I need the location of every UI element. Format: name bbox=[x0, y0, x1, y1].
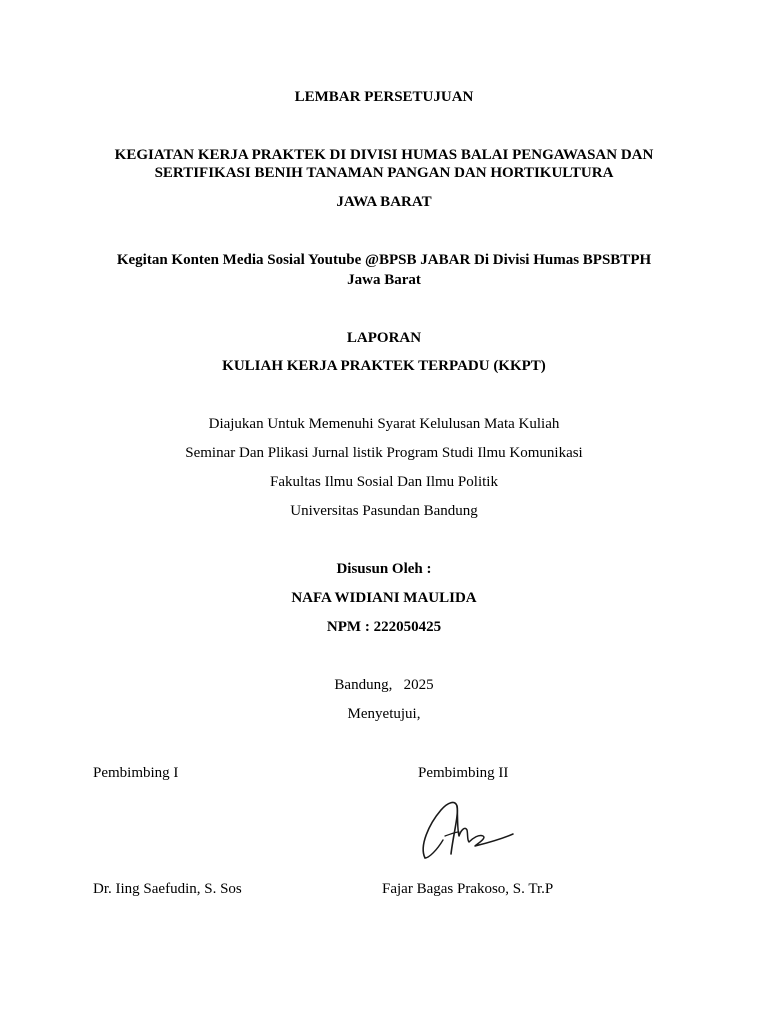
topic-line-2: Jawa Barat bbox=[347, 272, 421, 288]
activity-title-line-3: JAWA BARAT bbox=[336, 194, 432, 210]
purpose-line-1: Diajukan Untuk Memenuhi Syarat Kelulusan Mata Kuliah bbox=[208, 416, 560, 432]
purpose-line-4: Universitas Pasundan Bandung bbox=[290, 503, 478, 519]
first-supervisor-name: Dr. Iing Saefudin, S. Sos bbox=[93, 881, 242, 897]
activity-title-line-2: SERTIFIKASI BENIH TANAMAN PANGAN DAN HORTIKULTURA bbox=[154, 165, 614, 181]
author-npm: NPM : 222050425 bbox=[326, 619, 442, 635]
purpose-line-3: Fakultas Ilmu Sosial Dan Ilmu Politik bbox=[270, 474, 498, 490]
topic-line-1: Kegitan Konten Media Sosial Youtube @BPSB JABAR Di Divisi Humas BPSBTPH bbox=[116, 252, 652, 268]
signature bbox=[415, 796, 519, 866]
purpose-line-2: Seminar Dan Plikasi Jurnal listik Program Studi Ilmu Komunikasi bbox=[185, 445, 583, 461]
report-label: LAPORAN bbox=[346, 330, 422, 346]
second-supervisor-name: Fajar Bagas Prakoso, S. Tr.P bbox=[382, 881, 554, 897]
activity-title-line-1: KEGIATAN KERJA PRAKTEK DI DIVISI HUMAS BALAI PENGAWASAN DAN bbox=[114, 147, 654, 163]
approved-label: Menyetujui, bbox=[347, 706, 421, 722]
approval-title: LEMBAR PERSETUJUAN bbox=[294, 89, 474, 105]
second-supervisor-label: Pembimbing II bbox=[418, 765, 509, 781]
author-label: Disusun Oleh : bbox=[336, 561, 432, 577]
report-program: KULIAH KERJA PRAKTEK TERPADU (KKPT) bbox=[222, 358, 546, 374]
author-name: NAFA WIDIANI MAULIDA bbox=[291, 590, 477, 606]
place-date: Bandung, 2025 bbox=[334, 677, 434, 693]
first-supervisor-label: Pembimbing I bbox=[93, 765, 179, 781]
